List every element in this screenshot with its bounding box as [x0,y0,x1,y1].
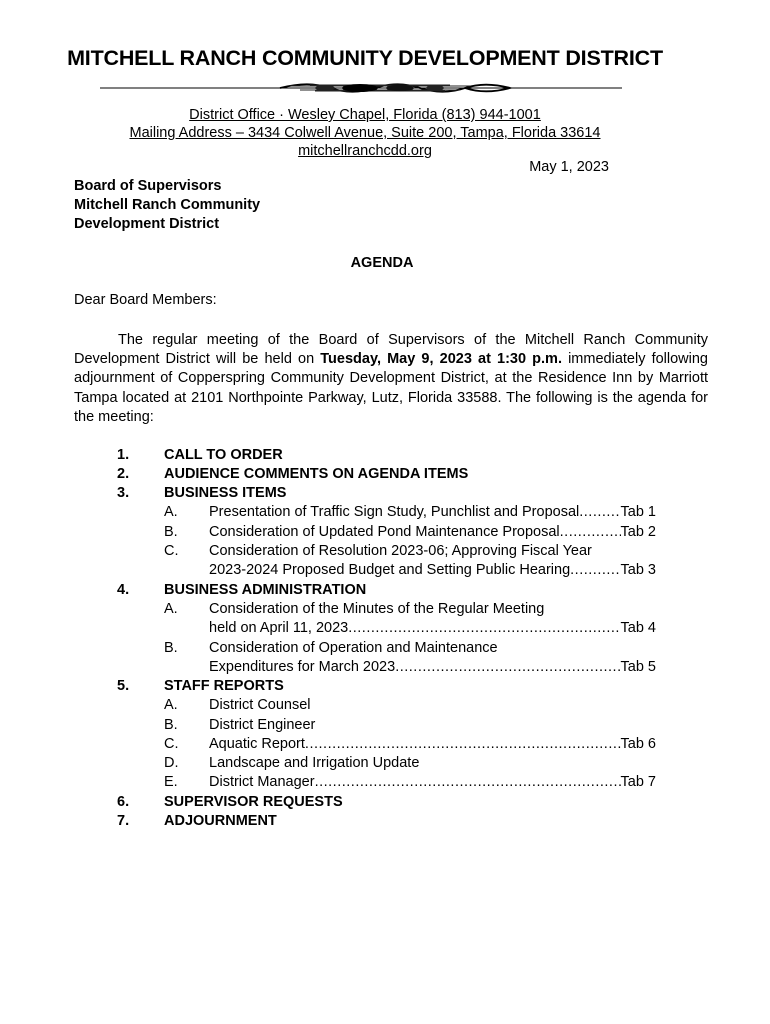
item-title: AUDIENCE COMMENTS ON AGENDA ITEMS [164,466,469,482]
item-number: 5. [117,678,130,694]
letter-date: May 1, 2023 [529,159,609,175]
sub-letter: A. [164,504,178,520]
item-title: ADJOURNMENT [164,813,277,829]
agenda-heading: AGENDA [350,255,414,271]
tab-reference[interactable]: Tab 5 [620,659,656,675]
sub-item [209,562,656,578]
meeting-datetime: Tuesday, May 9, 2023 at 1:30 p.m. [320,351,562,368]
sub-letter: E. [164,774,178,790]
salutation: Dear Board Members: [74,292,217,308]
recipient-block [74,177,260,234]
sub-item-text: 2023-2024 Proposed Budget and Setting Public Hearing [209,562,571,578]
sub-item-text: District Manager [209,774,315,790]
sub-item [209,524,656,540]
item-number: 4. [117,582,130,598]
item-title: SUPERVISOR REQUESTS [164,794,343,810]
item-number: 2. [117,466,130,482]
sub-item-text: Expenditures for March 2023 [209,659,396,675]
tab-reference[interactable]: Tab 4 [620,620,656,636]
item-number: 7. [117,813,130,829]
sub-item-text: Consideration of the Minutes of the Regular Meeting [209,601,545,617]
sub-letter: C. [164,736,179,752]
tab-reference[interactable]: Tab 2 [620,524,656,540]
mailing-address: Mailing Address – 3434 Colwell Avenue, Suite 200, Tampa, Florida 33614 [129,125,601,141]
tab-reference[interactable]: Tab 6 [620,736,656,752]
sub-item-text: Presentation of Traffic Sign Study, Punchlist and Proposal [209,504,580,520]
district-title: MITCHELL RANCH COMMUNITY DEVELOPMENT DISTRICT [67,46,663,70]
tab-reference[interactable]: Tab 3 [620,562,656,578]
sub-item [209,659,656,675]
sub-letter: B. [164,524,178,540]
recipient-line: Board of Supervisors [74,178,222,194]
sub-item-text: Consideration of Operation and Maintenance [209,640,498,656]
sub-item [209,620,656,636]
item-number: 6. [117,794,130,810]
body-paragraph [74,331,708,427]
sub-letter: B. [164,717,178,733]
sub-item [209,504,656,520]
sub-item [209,774,656,790]
sub-item-text: Consideration of Updated Pond Maintenance Proposal [209,524,560,540]
website-link[interactable]: mitchellranchcdd.org [298,143,432,159]
body-rest: immediately following adjournment of Copperspring Community Development District, at the Residence Inn by Marriott Tampa located at 2101 Northpointe Parkway, Lutz, Florida 33588. The following is the agenda for the meeting: [74,351,708,425]
item-title: BUSINESS ADMINISTRATION [164,582,367,598]
sub-item-text: District Counsel [209,697,311,713]
tab-reference[interactable]: Tab 7 [620,774,656,790]
tab-reference[interactable]: Tab 1 [620,504,656,520]
sub-item [209,736,656,752]
sub-letter: C. [164,543,179,559]
recipient-line: Mitchell Ranch Community [74,197,261,213]
sub-item-text: Landscape and Irrigation Update [209,755,420,771]
item-title: CALL TO ORDER [164,447,283,463]
body-intro: The regular meeting of the Board of Supervisors of the Mitchell Ranch Community Development District will be held on [74,332,708,368]
sub-item-text: District Engineer [209,717,316,733]
item-number: 3. [117,485,130,501]
decorative-divider [100,81,622,95]
recipient-line: Development District [74,216,220,232]
sub-item-text: Consideration of Resolution 2023-06; Approving Fiscal Year [209,543,592,559]
item-title: BUSINESS ITEMS [164,485,287,501]
office-line: District Office · Wesley Chapel, Florida (813) 944-1001 [189,107,541,123]
sub-item-text: Aquatic Report [209,736,305,752]
item-number: 1. [117,447,130,463]
sub-letter: A. [164,601,178,617]
item-title: STAFF REPORTS [164,678,284,694]
sub-item-text: held on April 11, 2023 [209,620,349,636]
sub-letter: A. [164,697,178,713]
sub-letter: B. [164,640,178,656]
sub-letter: D. [164,755,179,771]
